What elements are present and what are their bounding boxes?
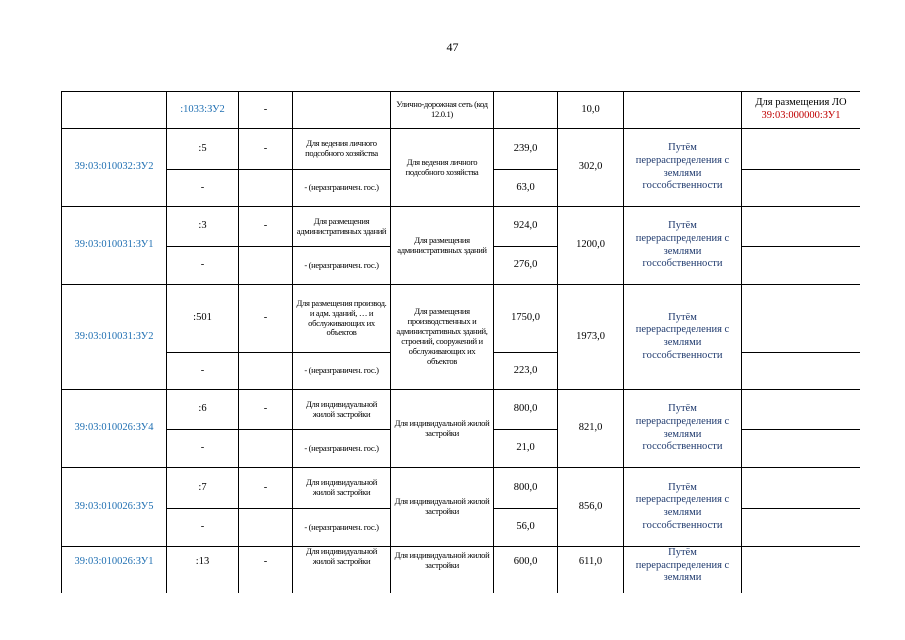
area-cell: 800,0 [494,468,558,509]
parcel-cell: :7 [167,468,239,509]
note-cell [742,129,861,170]
note-cell [742,247,861,285]
use-cell: Для индивидуальной жилой застройки [293,390,391,430]
dash-cell [239,509,293,547]
dash-cell [239,353,293,390]
area-cell [494,547,558,594]
total-area-cell [558,547,624,594]
parcel-text: :13 [195,556,210,567]
method-cell: Путём перераспределения с землями госсобственности [624,468,742,547]
new-use-cell [391,547,494,594]
table-row [62,207,861,247]
page-number: 47 [446,40,459,54]
table-row [62,285,861,353]
note-cell [742,207,861,247]
total-area-cell: 10,0 [558,92,624,129]
use-cell: Для индивидуальной жилой застройки [293,468,391,509]
note-cell [742,285,861,353]
area-cell [494,92,558,129]
parcel-cell [167,547,239,594]
new-use-cell: Для индивидуальной жилой застройки [391,390,494,468]
total-area-cell: 821,0 [558,390,624,468]
land-id-cell: 39:03:010031:ЗУ1 [62,207,167,285]
new-use-cell: Для размещения производственных и административных зданий, строений, сооружений и обслуживающих их объектов [391,285,494,390]
area-cell: 800,0 [494,390,558,430]
area-cell: 56,0 [494,509,558,547]
table-row [62,92,861,129]
note-code: 39:03:000000:ЗУ1 [761,110,841,121]
land-id-cell [62,92,167,129]
note-cell [742,353,861,390]
note-cell [742,390,861,430]
total-area-cell: 1973,0 [558,285,624,390]
total-area-text: 611,0 [578,556,603,567]
area-cell: 223,0 [494,353,558,390]
land-id-cell: 39:03:010032:ЗУ2 [62,129,167,207]
new-use-text: Для индивидуальной жилой застройки [394,550,490,570]
dash-cell [239,547,293,594]
new-use-cell: Для индивидуальной жилой застройки [391,468,494,547]
note-cell [742,92,861,129]
land-plots-table [61,91,860,593]
note-text: Для размещения ЛО [755,97,847,109]
total-area-cell: 302,0 [558,129,624,207]
dash-cell: - [239,468,293,509]
use-cell: Для размещения производ. и адм. зданий, … и обслуживающих их объектов [293,285,391,353]
dash-cell: - [239,207,293,247]
method-cell: Путём перераспределения с землями госсобственности [624,285,742,390]
parcel-cell: - [167,170,239,207]
method-cell: Путём перераспределения с землями госсобственности [624,129,742,207]
note-cell [742,547,861,594]
use-text: Для индивидуальной жилой застройки [306,546,377,566]
area-cell: 21,0 [494,430,558,468]
parcel-cell: :501 [167,285,239,353]
new-use-cell: Для ведения личного подсобного хозяйства [391,129,494,207]
area-cell: 276,0 [494,247,558,285]
land-id-cell: 39:03:010031:ЗУ2 [62,285,167,390]
parcel-cell: - [167,353,239,390]
dash-cell: - [239,129,293,170]
area-cell: 1750,0 [494,285,558,353]
parcel-cell: :6 [167,390,239,430]
parcel-cell: :5 [167,129,239,170]
use-cell: - (неразграничен. гос.) [293,509,391,547]
use-cell: - (неразграничен. гос.) [293,430,391,468]
use-cell: - (неразграничен. гос.) [293,247,391,285]
land-id-cell: 39:03:010026:ЗУ4 [62,390,167,468]
parcel-cell: - [167,430,239,468]
land-id-text: 39:03:010026:ЗУ1 [74,556,154,567]
land-id-cell [62,547,167,594]
note-cell [742,509,861,547]
dash-cell: - [239,285,293,353]
table-row [62,547,861,594]
use-cell: - (неразграничен. гос.) [293,353,391,390]
use-cell: Для размещения административных зданий [293,207,391,247]
area-cell: 924,0 [494,207,558,247]
use-cell: - (неразграничен. гос.) [293,170,391,207]
total-area-cell: 1200,0 [558,207,624,285]
dash-cell: - [239,92,293,129]
dash-cell [239,170,293,207]
method-cell [624,547,742,594]
parcel-cell: :1033:ЗУ2 [167,92,239,129]
note-cell [742,430,861,468]
dash-cell [239,430,293,468]
dash-cell: - [239,390,293,430]
parcel-cell: - [167,509,239,547]
use-cell: Для ведения личного подсобного хозяйства [293,129,391,170]
document-table-container [61,91,860,593]
area-cell: 63,0 [494,170,558,207]
area-cell: 239,0 [494,129,558,170]
total-area-cell: 856,0 [558,468,624,547]
table-row [62,390,861,430]
method-cell [624,92,742,129]
note-cell [742,170,861,207]
table-row [62,468,861,509]
method-cell: Путём перераспределения с землями госсобственности [624,207,742,285]
parcel-cell: :3 [167,207,239,247]
table-row [62,129,861,170]
new-use-cell: Для размещения административных зданий [391,207,494,285]
use-cell [293,92,391,129]
area-text: 600,0 [513,556,538,567]
method-cell: Путём перераспределения с землями госсобственности [624,390,742,468]
dash-cell [239,247,293,285]
method-text: Путём перераспределения с землями [635,547,730,584]
dash-text: - [263,556,268,567]
note-cell [742,468,861,509]
new-use-cell: Улично-дорожная сеть (код 12.0.1) [391,92,494,129]
use-cell [293,547,391,594]
land-id-cell: 39:03:010026:ЗУ5 [62,468,167,547]
parcel-cell: - [167,247,239,285]
